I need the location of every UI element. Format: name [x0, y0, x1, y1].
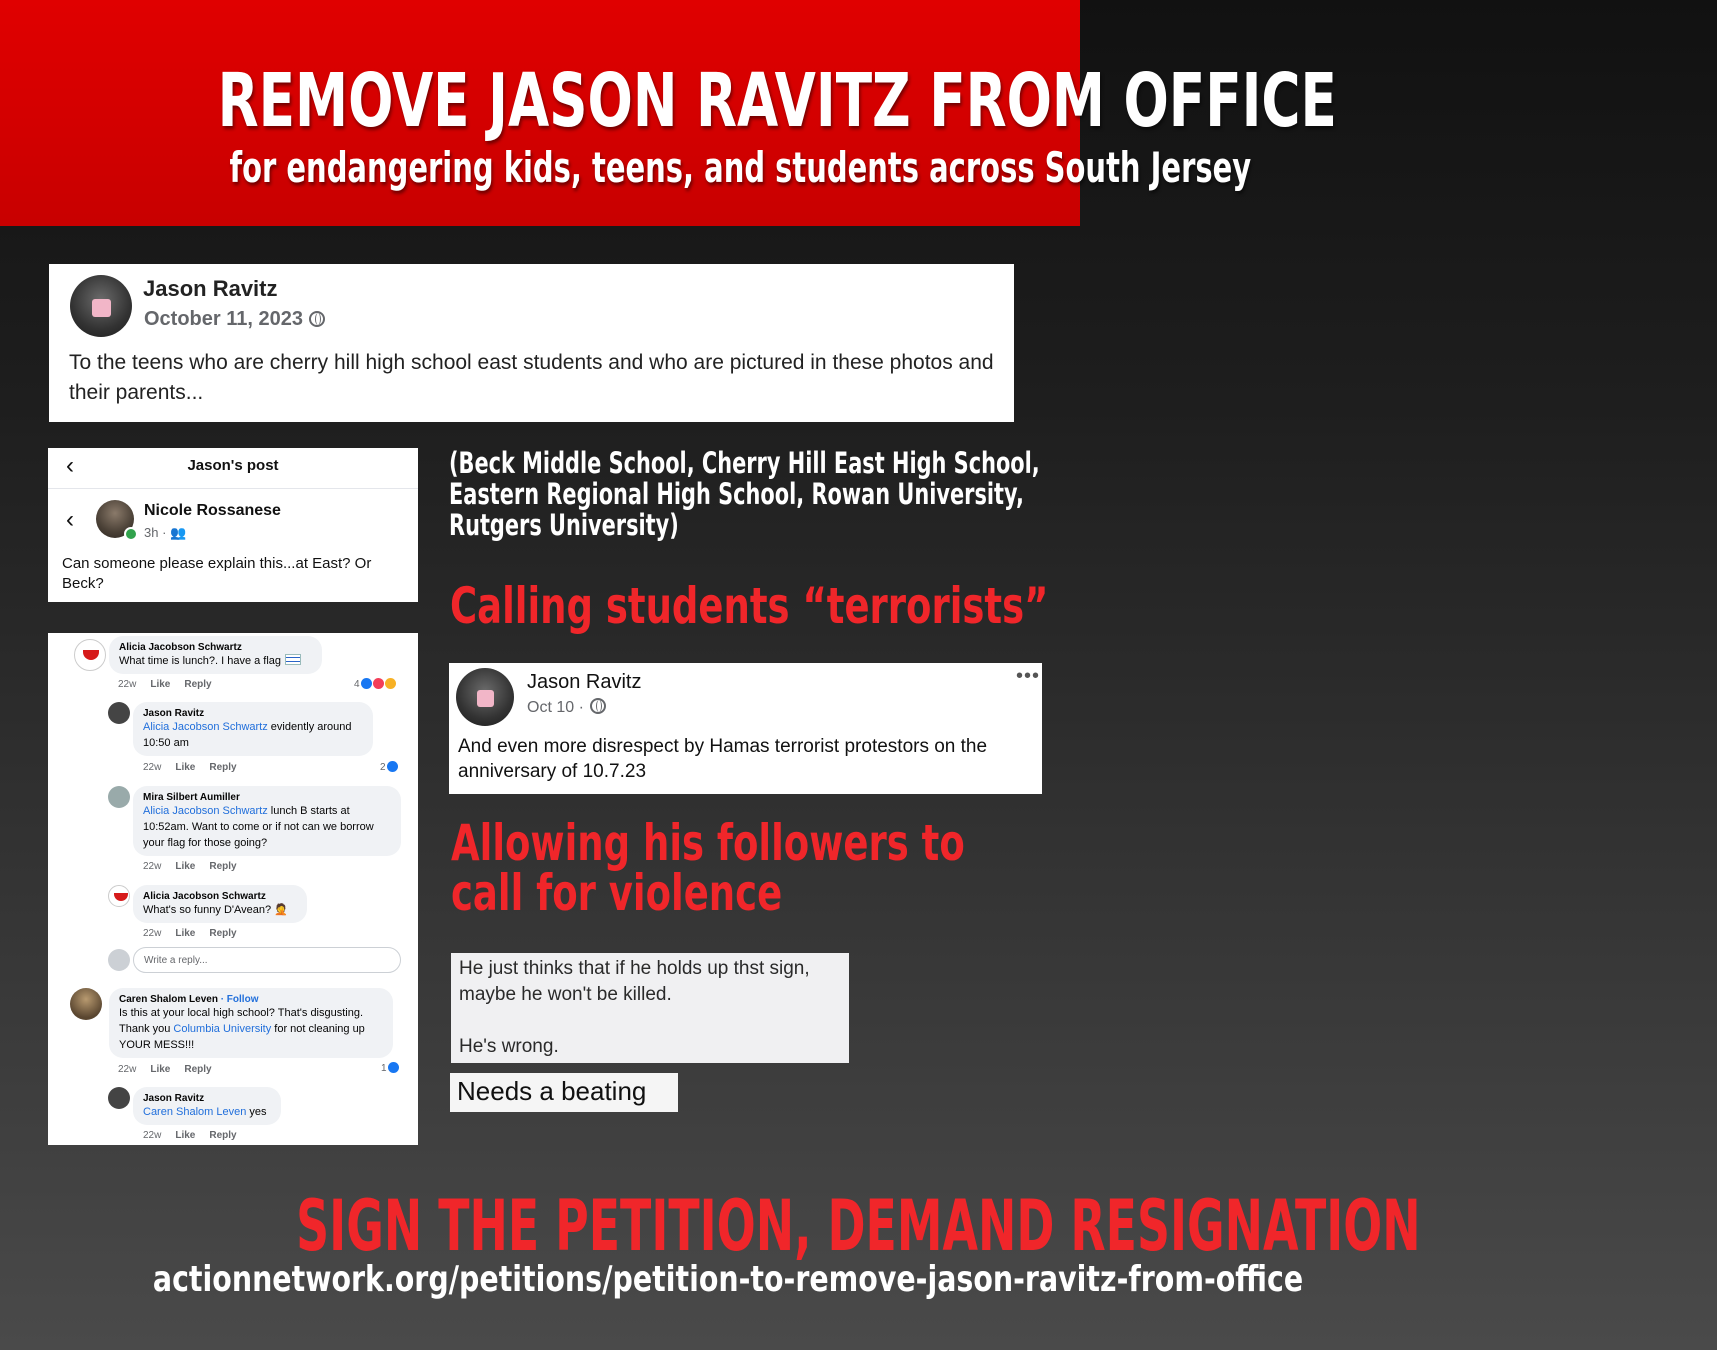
schools-list: [449, 448, 1049, 541]
like-reaction-icon: [388, 1062, 399, 1073]
reaction-count[interactable]: 1: [381, 1062, 399, 1074]
comment-thread-screenshot: [48, 633, 418, 1145]
globe-icon: [590, 698, 606, 714]
comment-text: Alicia Jacobson Schwartz evidently around 10:50 am: [143, 721, 352, 749]
post-author[interactable]: Jason Ravitz: [527, 671, 642, 693]
sub-headline: for endangering kids, teens, and students across South Jersey: [229, 143, 1252, 192]
like-reaction-icon: [361, 678, 372, 689]
comment-time: 22w: [143, 861, 162, 872]
post-text: Can someone please explain this...at East? Or Beck?: [62, 555, 372, 592]
reply-button[interactable]: Reply: [184, 1064, 212, 1075]
comment-actions: [143, 1130, 251, 1141]
quote-line: He just thinks that if he holds up thst sign,: [459, 958, 810, 979]
comment-bubble: [133, 885, 307, 923]
schools-line: (Beck Middle School, Cherry Hill East High School,: [449, 446, 1040, 480]
comment-time: 22w: [118, 679, 137, 690]
like-button[interactable]: Like: [175, 1130, 196, 1141]
like-button[interactable]: Like: [150, 679, 171, 690]
quote-line: He's wrong.: [459, 1036, 559, 1057]
friends-icon: 👥: [170, 525, 187, 540]
violence-heading-line: Allowing his followers to: [451, 814, 965, 872]
post-author[interactable]: Nicole Rossanese: [144, 502, 281, 519]
reply-button[interactable]: Reply: [209, 928, 237, 939]
comment-time: 22w: [143, 928, 162, 939]
reply-button[interactable]: Reply: [209, 1130, 237, 1141]
like-reaction-icon: [387, 761, 398, 772]
quote-line: maybe he won't be killed.: [459, 984, 672, 1005]
terrorists-heading: Calling students “terrorists”: [450, 577, 1049, 635]
more-options-icon[interactable]: •••: [1015, 665, 1040, 687]
post-meta: 3h · 👥: [144, 525, 187, 540]
commenter-name[interactable]: Jason Ravitz: [143, 708, 205, 719]
violence-heading: [451, 814, 965, 922]
petition-url[interactable]: actionnetwork.org/petitions/petition-to-remove-jason-ravitz-from-office: [152, 1259, 1304, 1300]
post-text: To the teens who are cherry hill high school east students and who are pictured in these photos and their parents...: [69, 351, 994, 404]
globe-icon: [309, 311, 325, 327]
reply-button[interactable]: Reply: [209, 861, 237, 872]
needs-beating-quote: Needs a beating: [450, 1073, 678, 1112]
like-button[interactable]: Like: [175, 762, 196, 773]
comment-actions: [143, 762, 251, 773]
like-button[interactable]: Like: [175, 861, 196, 872]
commenter-name[interactable]: Alicia Jacobson Schwartz: [143, 891, 266, 902]
israel-flag-icon: [285, 654, 301, 665]
violent-comment-quote: [451, 953, 849, 1063]
main-headline: REMOVE JASON RAVITZ FROM OFFICE: [217, 58, 1337, 144]
back-chevron-icon[interactable]: ‹: [66, 506, 74, 533]
online-status-icon: [124, 527, 138, 541]
comment-actions: [118, 1064, 226, 1075]
comment-bubble: [133, 786, 401, 856]
comment-text: Alicia Jacobson Schwartz lunch B starts at 10:52am. Want to come or if not can we borrow your flag for those going?: [143, 805, 374, 849]
commenter-name[interactable]: Caren Shalom Leven · Follow: [119, 994, 259, 1005]
back-arrow-icon[interactable]: ‹: [66, 452, 74, 479]
love-reaction-icon: [373, 678, 384, 689]
comment-bubble: [109, 636, 322, 674]
post-author[interactable]: Jason Ravitz: [143, 276, 278, 301]
comment-actions: [118, 679, 226, 690]
facepalm-emoji-icon: 🤦: [274, 904, 288, 916]
comment-bubble: [109, 988, 393, 1058]
comment-bubble: [133, 702, 373, 756]
mention-link[interactable]: Alicia Jacobson Schwartz: [143, 805, 268, 817]
comment-time: 22w: [143, 1130, 162, 1141]
post-header-title: Jason's post: [187, 457, 279, 474]
follow-link[interactable]: · Follow: [220, 994, 259, 1005]
commenter-avatar[interactable]: [108, 786, 130, 808]
post-date[interactable]: Oct 10 ·: [527, 698, 606, 717]
reaction-count[interactable]: 4: [354, 678, 396, 690]
comment-text: Is this at your local high school? That's disgusting. Thank you Columbia University for not cleaning up YOUR MESS!!!: [119, 1007, 365, 1051]
schools-line: Rutgers University): [449, 508, 679, 542]
commenter-name[interactable]: Mira Silbert Aumiller: [143, 792, 240, 803]
comment-time: 22w: [118, 1064, 137, 1075]
comment-actions: [143, 861, 251, 872]
commenter-name[interactable]: Jason Ravitz: [143, 1093, 205, 1104]
comment-actions: [143, 928, 251, 939]
comment-text: Caren Shalom Leven yes: [143, 1106, 267, 1118]
write-reply-input[interactable]: Write a reply...: [133, 947, 401, 973]
comment-text: What time is lunch?. I have a flag: [119, 653, 312, 669]
like-button[interactable]: Like: [175, 928, 196, 939]
comment-time: 22w: [143, 762, 162, 773]
facebook-post-oct-10: [449, 663, 1042, 794]
author-avatar[interactable]: [70, 275, 132, 337]
reply-button[interactable]: Reply: [184, 679, 212, 690]
facebook-post-oct-11: [49, 264, 1014, 422]
comment-bubble: [133, 1087, 281, 1125]
mention-link[interactable]: Columbia University: [173, 1023, 272, 1035]
reaction-count[interactable]: 2: [380, 761, 398, 773]
petition-call-to-action: SIGN THE PETITION, DEMAND RESIGNATION: [296, 1185, 1421, 1267]
post-date[interactable]: October 11, 2023: [144, 308, 325, 331]
reply-button[interactable]: Reply: [209, 762, 237, 773]
mention-link[interactable]: Caren Shalom Leven: [143, 1106, 247, 1118]
post-header: [48, 448, 418, 489]
comment-text: What's so funny D'Avean? 🤦: [143, 904, 288, 916]
haha-reaction-icon: [385, 678, 396, 689]
commenter-avatar[interactable]: [108, 1087, 130, 1109]
commenter-avatar[interactable]: [70, 988, 102, 1020]
author-avatar[interactable]: [456, 668, 514, 726]
violence-heading-line: call for violence: [451, 864, 783, 922]
nicole-comment-screenshot: [48, 448, 418, 602]
schools-line: Eastern Regional High School, Rowan University,: [449, 477, 1024, 511]
commenter-avatar[interactable]: [108, 702, 130, 724]
post-text: And even more disrespect by Hamas terrorist protestors on the anniversary of 10.7.23: [458, 736, 988, 782]
commenter-avatar[interactable]: [108, 885, 130, 907]
commenter-avatar[interactable]: [74, 639, 106, 671]
commenter-name[interactable]: Alicia Jacobson Schwartz: [119, 642, 242, 653]
mention-link[interactable]: Alicia Jacobson Schwartz: [143, 721, 268, 733]
like-button[interactable]: Like: [150, 1064, 171, 1075]
your-avatar: [108, 949, 130, 971]
